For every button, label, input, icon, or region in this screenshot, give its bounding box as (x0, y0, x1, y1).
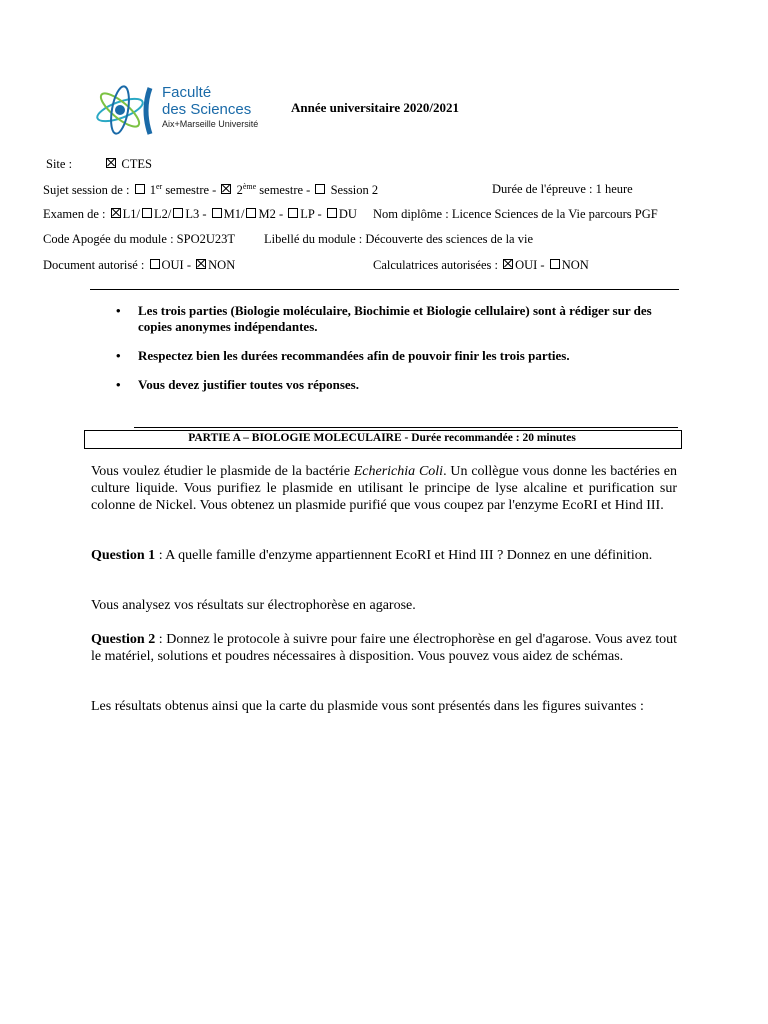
sem2-text: semestre - (259, 183, 311, 198)
logo-line-2: des Sciences (162, 101, 252, 118)
exam-row (43, 207, 357, 222)
calc-oui-checkbox-checked (503, 259, 513, 269)
instruction-item (116, 377, 682, 393)
exam-m2: M2 - (258, 207, 284, 221)
question-2-label: Question 2 (91, 632, 156, 647)
doc-non-checkbox-checked (196, 259, 206, 269)
academic-year: Année universitaire 2020/2021 (291, 100, 460, 115)
session-row (43, 182, 378, 198)
exam-l1: L1/ (122, 207, 140, 221)
sem1-checkbox (135, 184, 145, 194)
l1-checkbox-checked (111, 208, 121, 218)
l3-checkbox (173, 208, 183, 218)
instruction-text: Vous devez justifier toutes vos réponses. (138, 377, 359, 392)
part-a-top-line (134, 427, 678, 428)
calculator-row (373, 258, 589, 273)
apogee-code: Code Apogée du module : SPO2U23T (43, 232, 236, 246)
logo-line-1: Faculté (162, 84, 212, 101)
m2-checkbox (246, 208, 256, 218)
results-text: Les résultats obtenus ainsi que la carte du plasmide vous sont présentés dans les figures suivantes : (91, 699, 644, 714)
instruction-text: Respectez bien les durées recommandées afin de pouvoir finir les trois parties. (138, 348, 570, 363)
exam-m1: M1/ (223, 207, 245, 221)
session2-checkbox (315, 184, 325, 194)
site-checkbox-checked (106, 158, 116, 168)
site-row (46, 157, 152, 172)
site-value: CTES (121, 157, 152, 171)
exam-l2: L2/ (153, 207, 172, 221)
atom-logo-icon (92, 82, 158, 140)
sem1-text: semestre - (165, 183, 217, 198)
question-1 (91, 547, 677, 564)
duration: Durée de l'épreuve : 1 heure (492, 182, 633, 196)
calc-label: Calculatrices autorisées : (373, 258, 498, 272)
diploma-name: Nom diplôme : Licence Sciences de la Vie parcours PGF (373, 207, 658, 221)
site-label: Site : (46, 157, 73, 171)
bullet-icon: • (116, 303, 121, 318)
calc-non: NON (561, 258, 589, 272)
m1-checkbox (212, 208, 222, 218)
bullet-icon: • (116, 348, 121, 363)
intro-paragraph (91, 463, 677, 514)
bullet-icon: • (116, 377, 121, 392)
document-row (43, 258, 235, 273)
du-checkbox (327, 208, 337, 218)
doc-label: Document autorisé : (43, 258, 145, 272)
sem2-num: 2 (236, 183, 243, 198)
intro-after: . Un collègue vous donne les bactéries en culture liquide. Vous purifiez le plasmide en utilisant le principe de lyse alcaline et purification sur colonne de Nickel. Vous obtenez un plasmide purifié que vous coupez par l'enzyme EcoRI et Hind III. (91, 464, 677, 513)
intro-before: Vous voulez étudier le plasmide de la bactérie (91, 464, 354, 479)
sem1-num: 1 (149, 183, 156, 198)
instruction-text: Les trois parties (Biologie moléculaire, Biochimie et Biologie cellulaire) sont à rédiger sur des copies anonymes indépendantes. (138, 303, 652, 334)
logo-text (162, 84, 258, 130)
exam-lp: LP - (300, 207, 322, 221)
exam-du: DU (338, 207, 357, 221)
sem1-sup: er (155, 182, 163, 191)
calc-non-checkbox (550, 259, 560, 269)
sem2-checkbox-checked (221, 184, 231, 194)
logo-line-3: Aix+Marseille Université (162, 119, 259, 129)
module-name: Libellé du module : Découverte des sciences de la vie (264, 232, 533, 246)
doc-non: NON (208, 258, 236, 272)
question-2 (91, 631, 677, 665)
species-name: Echerichia Coli (353, 464, 444, 479)
question-1-text: : A quelle famille d'enzyme appartiennent EcoRI et Hind III ? Donnez en une définition. (155, 548, 653, 563)
lp-checkbox (288, 208, 298, 218)
faculty-logo (92, 82, 272, 140)
instructions-list (116, 303, 682, 406)
exam-label: Examen de : (43, 207, 106, 221)
part-a-title: PARTIE A – BIOLOGIE MOLECULAIRE - Durée recommandée : 20 minutes (188, 432, 576, 444)
analysis-text: Vous analysez vos résultats sur électrophorèse en agarose. (91, 598, 416, 613)
doc-oui-checkbox (150, 259, 160, 269)
session2-text: Session 2 (330, 183, 379, 198)
doc-oui: OUI - (161, 258, 192, 272)
instruction-item (116, 303, 682, 335)
session-label: Sujet session de : (43, 183, 130, 198)
question-1-label: Question 1 (91, 548, 156, 563)
instruction-item (116, 348, 682, 364)
sem2-sup: ème (242, 182, 257, 191)
exam-l3: L3 - (185, 207, 207, 221)
header-divider (90, 289, 679, 290)
calc-oui: OUI - (515, 258, 545, 272)
question-2-text: : Donnez le protocole à suivre pour faire une électrophorèse en gel d'agarose. Vous avez tout le matériel, solutions et poudres nécessaires à disposition. Vous pouvez vous aidez de schémas. (91, 632, 677, 664)
l2-checkbox (142, 208, 152, 218)
